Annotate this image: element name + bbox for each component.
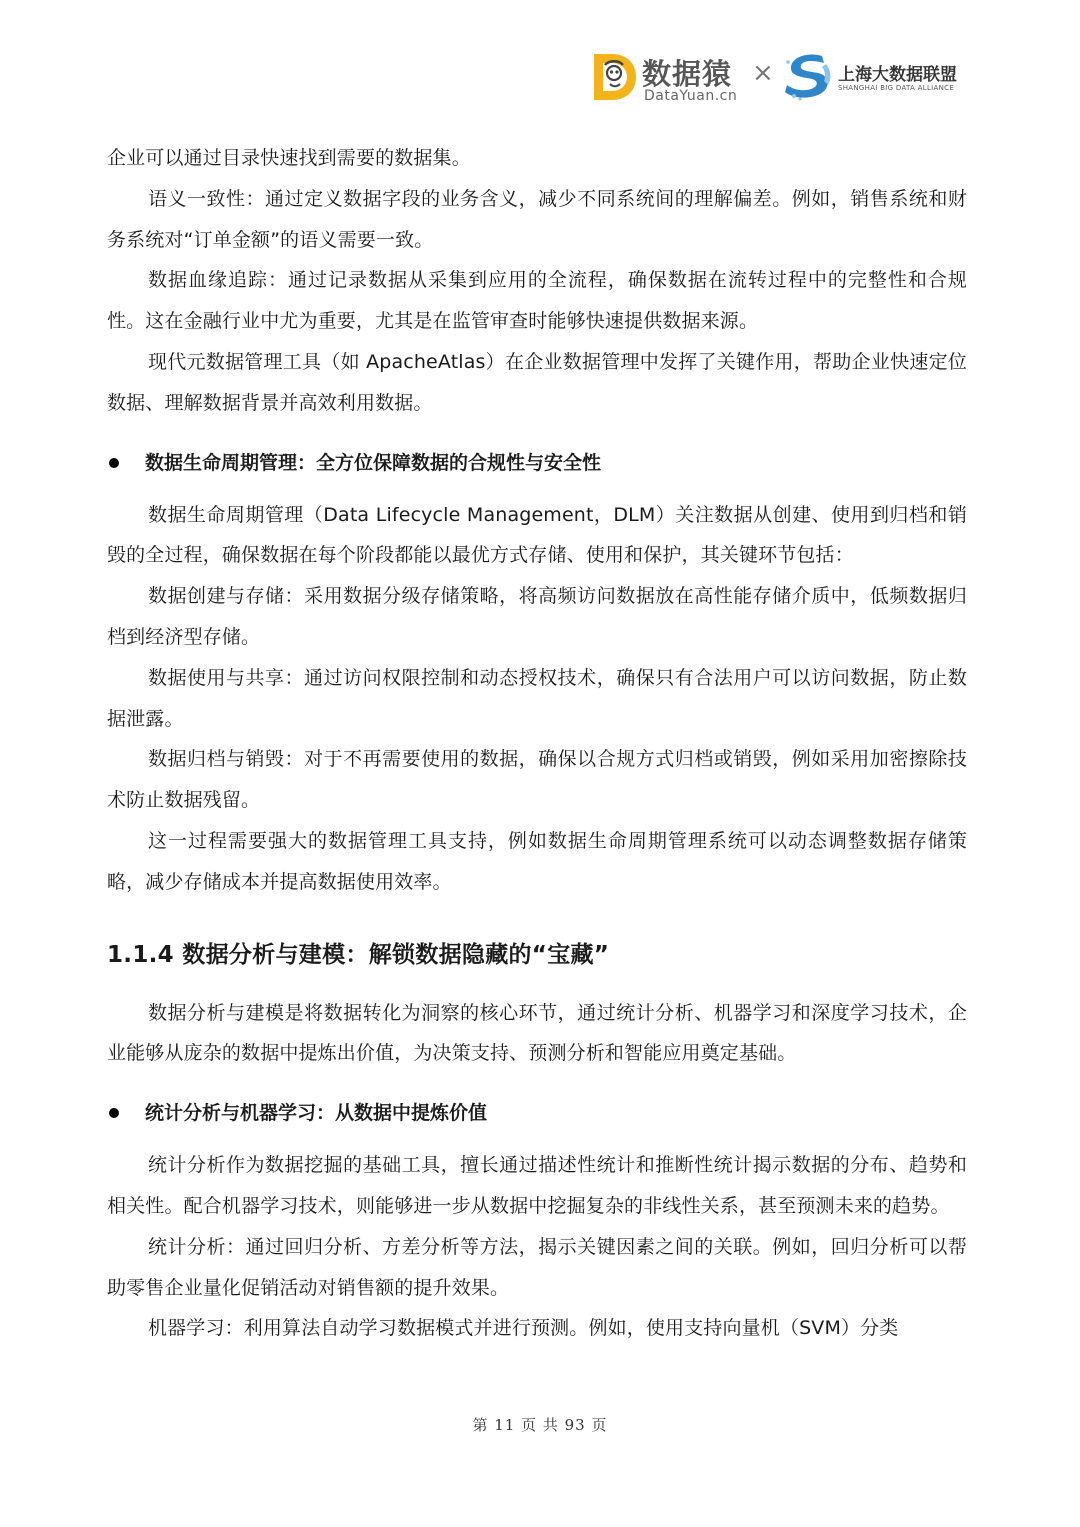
- paragraph: 这一过程需要强大的数据管理工具支持，例如数据生命周期管理系统可以动态调整数据存储策略，减少存储成本并提高数据使用效率。: [107, 829, 967, 893]
- page-number: 第 11 页 共 93 页: [472, 1416, 608, 1434]
- paragraph: 机器学习：利用算法自动学习数据模式并进行预测。例如，使用支持向量机（SVM）分类: [148, 1317, 899, 1340]
- bullet-heading-text: 统计分析与机器学习：从数据中提炼价值: [145, 1102, 488, 1125]
- page-header: [588, 46, 980, 106]
- paragraph: 数据血缘追踪：通过记录数据从采集到应用的全流程，确保数据在流转过程中的完整性和合规性。这在金融行业中尤为重要，尤其是在监管审查时能够快速提供数据来源。: [107, 269, 967, 333]
- bullet-heading: [107, 443, 967, 483]
- bullet-heading: [107, 1093, 967, 1133]
- datayuan-logo: [588, 50, 748, 106]
- paragraph: 统计分析：通过回归分析、方差分析等方法，揭示关键因素之间的关联。例如，回归分析可以帮助零售企业量化促销活动对销售额的提升效果。: [107, 1235, 967, 1299]
- paragraph: 语义一致性：通过定义数据字段的业务含义，减少不同系统间的理解偏差。例如，销售系统和财务系统对“订单金额”的语义需要一致。: [107, 187, 967, 251]
- sbda-s-icon: [782, 50, 834, 102]
- sbda-logo: [782, 50, 982, 106]
- paragraph: 数据分析与建模是将数据转化为洞察的核心环节，通过统计分析、机器学习和深度学习技术，企业能够从庞杂的数据中提炼出价值，为决策支持、预测分析和智能应用奠定基础。: [107, 1001, 967, 1065]
- sbda-subtitle: SHANGHAI BIG DATA ALLIANCE: [838, 84, 955, 92]
- paragraph: 统计分析作为数据挖掘的基础工具，擅长通过描述性统计和推断性统计揭示数据的分布、趋势和相关性。配合机器学习技术，则能够进一步从数据中挖掘复杂的非线性关系，甚至预测未来的趋势。: [107, 1154, 967, 1217]
- paragraph: 数据创建与存储：采用数据分级存储策略，将高频访问数据放在高性能存储介质中，低频数据归档到经济型存储。: [107, 585, 967, 648]
- paragraph: 企业可以通过目录快速找到需要的数据集。: [107, 147, 471, 169]
- datayuan-d-icon: [590, 52, 638, 102]
- logo-separator: ×: [752, 58, 774, 88]
- datayuan-name: 数据猿: [642, 57, 733, 91]
- paragraph: 现代元数据管理工具（如 ApacheAtlas）在企业数据管理中发挥了关键作用，帮助企业快速定位数据、理解数据背景并高效利用数据。: [107, 350, 967, 414]
- paragraph: 数据归档与销毁：对于不再需要使用的数据，确保以合规方式归档或销毁，例如采用加密擦除技术防止数据残留。: [107, 748, 967, 812]
- datayuan-url: DataYuan.cn: [644, 88, 738, 104]
- bullet-dot-icon: [109, 1108, 119, 1118]
- bullet-dot-icon: [109, 458, 119, 468]
- sbda-name: 上海大数据联盟: [838, 65, 957, 85]
- paragraph: 数据使用与共享：通过访问权限控制和动态授权技术，确保只有合法用户可以访问数据，防止数据泄露。: [107, 666, 967, 730]
- paragraph: 数据生命周期管理（Data Lifecycle Management，DLM）关注数据从创建、使用到归档和销毁的全过程，确保数据在每个阶段都能以最优方式存储、使用和保护，其关键环节包括：: [107, 503, 967, 567]
- bullet-heading-text: 数据生命周期管理：全方位保障数据的合规性与安全性: [145, 451, 602, 474]
- section-heading: 1.1.4 数据分析与建模：解锁数据隐藏的“宝藏”: [107, 941, 610, 968]
- document-body: [107, 138, 967, 1349]
